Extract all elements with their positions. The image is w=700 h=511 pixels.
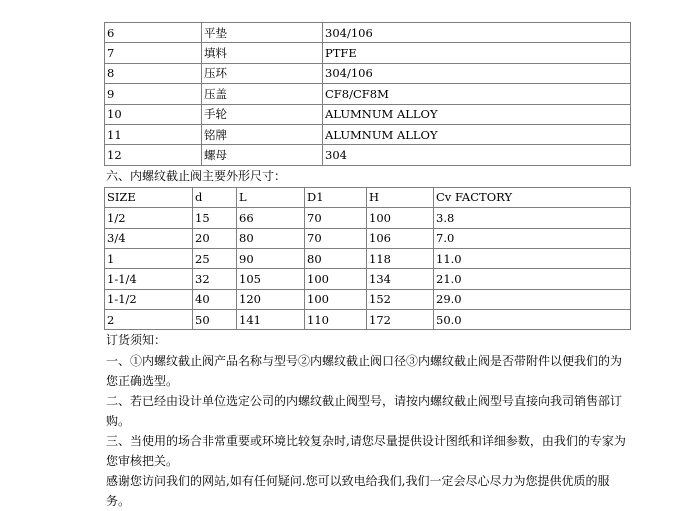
dimensions-table-body	[105, 208, 631, 330]
parts-table-row	[105, 43, 631, 63]
dimensions-table-row	[105, 289, 631, 309]
dimensions-table-cell: 25	[193, 248, 237, 268]
dimensions-table-cell: 152	[367, 289, 434, 309]
parts-table-cell: ALUMNUM ALLOY	[323, 104, 631, 124]
parts-table-body	[105, 23, 631, 166]
dimensions-header-cell: H	[367, 187, 434, 207]
parts-table-cell: 压环	[202, 63, 323, 83]
parts-table-cell: 8	[105, 63, 202, 83]
order-note-paragraph: 一、①内螺纹截止阀产品名称与型号②内螺纹截止阀口径③内螺纹截止阀是否带附件以便我们的为您正确选型。	[106, 354, 623, 389]
parts-table-cell: 10	[105, 104, 202, 124]
dimensions-table-cell: 100	[305, 289, 367, 309]
dimensions-table-cell: 100	[367, 208, 434, 228]
parts-table-cell: 7	[105, 43, 202, 63]
parts-table-cell: 压盖	[202, 84, 323, 104]
dimensions-table-cell: 100	[305, 269, 367, 289]
parts-table-row	[105, 23, 631, 43]
dimensions-table-cell: 1-1/2	[105, 289, 193, 309]
order-notes-heading: 订货须知：	[106, 333, 167, 348]
order-notes	[104, 351, 630, 511]
parts-table-cell: 12	[105, 145, 202, 165]
dimensions-table-cell: 20	[193, 228, 237, 248]
dimensions-table-cell: 3.8	[434, 208, 631, 228]
dimensions-table-cell: 80	[237, 228, 305, 248]
dimensions-table-cell: 70	[305, 228, 367, 248]
parts-table-cell: 6	[105, 23, 202, 43]
parts-table-cell: 填料	[202, 43, 323, 63]
document-body	[104, 22, 630, 511]
dimensions-header-row	[105, 187, 631, 207]
parts-table-cell: 304/106	[323, 63, 631, 83]
dimensions-table-cell: 29.0	[434, 289, 631, 309]
dimensions-table-cell: 3/4	[105, 228, 193, 248]
dimensions-table-row	[105, 269, 631, 289]
dimensions-table-cell: 141	[237, 310, 305, 330]
dimensions-header-cell: Cv FACTORY	[434, 187, 631, 207]
dimensions-table-cell: 50	[193, 310, 237, 330]
dimensions-table-cell: 80	[305, 248, 367, 268]
dimensions-table-cell: 118	[367, 248, 434, 268]
dimensions-table-cell: 11.0	[434, 248, 631, 268]
parts-table-row	[105, 104, 631, 124]
parts-table-cell: PTFE	[323, 43, 631, 63]
dimensions-table-cell: 50.0	[434, 310, 631, 330]
order-note-paragraph: 二、若已经由设计单位选定公司的内螺纹截止阀型号，请按内螺纹截止阀型号直接向我司销售部订购。	[106, 394, 623, 429]
dimensions-table-cell: 106	[367, 228, 434, 248]
dimensions-table-cell: 40	[193, 289, 237, 309]
dimensions-table-cell: 21.0	[434, 269, 631, 289]
dimensions-table-header	[105, 187, 631, 207]
parts-table-cell: 9	[105, 84, 202, 104]
dimensions-header-cell: SIZE	[105, 187, 193, 207]
dimensions-table-cell: 134	[367, 269, 434, 289]
parts-table-cell: 11	[105, 124, 202, 144]
dimensions-table-row	[105, 310, 631, 330]
dimensions-table-cell: 1	[105, 248, 193, 268]
dimensions-table-cell: 15	[193, 208, 237, 228]
parts-table-row	[105, 63, 631, 83]
dimensions-table-cell: 1-1/4	[105, 269, 193, 289]
dimensions-table-cell: 120	[237, 289, 305, 309]
dimensions-table-cell: 7.0	[434, 228, 631, 248]
order-note-paragraph: 三、当使用的场合非常重要或环境比较复杂时,请您尽量提供设计图纸和详细参数，由我们的专家为您审核把关。	[106, 434, 626, 469]
dimensions-heading: 六、内螺纹截止阀主要外形尺寸：	[106, 168, 287, 183]
dimensions-header-cell: d	[193, 187, 237, 207]
parts-table	[104, 22, 631, 166]
dimensions-table-cell: 66	[237, 208, 305, 228]
parts-table-cell: CF8/CF8M	[323, 84, 631, 104]
parts-table-cell: 304	[323, 145, 631, 165]
dimensions-table-cell: 1/2	[105, 208, 193, 228]
dimensions-table-row	[105, 228, 631, 248]
dimensions-table-cell: 70	[305, 208, 367, 228]
dimensions-table-cell: 105	[237, 269, 305, 289]
dimensions-header-cell: D1	[305, 187, 367, 207]
dimensions-table-cell: 110	[305, 310, 367, 330]
parts-table-cell: 手轮	[202, 104, 323, 124]
dimensions-table-row	[105, 248, 631, 268]
parts-table-row	[105, 145, 631, 165]
dimensions-header-cell: L	[237, 187, 305, 207]
parts-table-cell: ALUMNUM ALLOY	[323, 124, 631, 144]
dimensions-table	[104, 187, 631, 331]
parts-table-row	[105, 84, 631, 104]
dimensions-table-cell: 90	[237, 248, 305, 268]
parts-table-cell: 铭牌	[202, 124, 323, 144]
parts-table-cell: 平垫	[202, 23, 323, 43]
dimensions-table-cell: 2	[105, 310, 193, 330]
order-note-paragraph: 感谢您访问我们的网站,如有任何疑问.您可以致电给我们,我们一定会尽心尽力为您提供优质的服务。	[106, 474, 610, 509]
dimensions-table-row	[105, 208, 631, 228]
dimensions-table-cell: 32	[193, 269, 237, 289]
parts-table-cell: 304/106	[323, 23, 631, 43]
parts-table-row	[105, 124, 631, 144]
parts-table-cell: 螺母	[202, 145, 323, 165]
dimensions-table-cell: 172	[367, 310, 434, 330]
